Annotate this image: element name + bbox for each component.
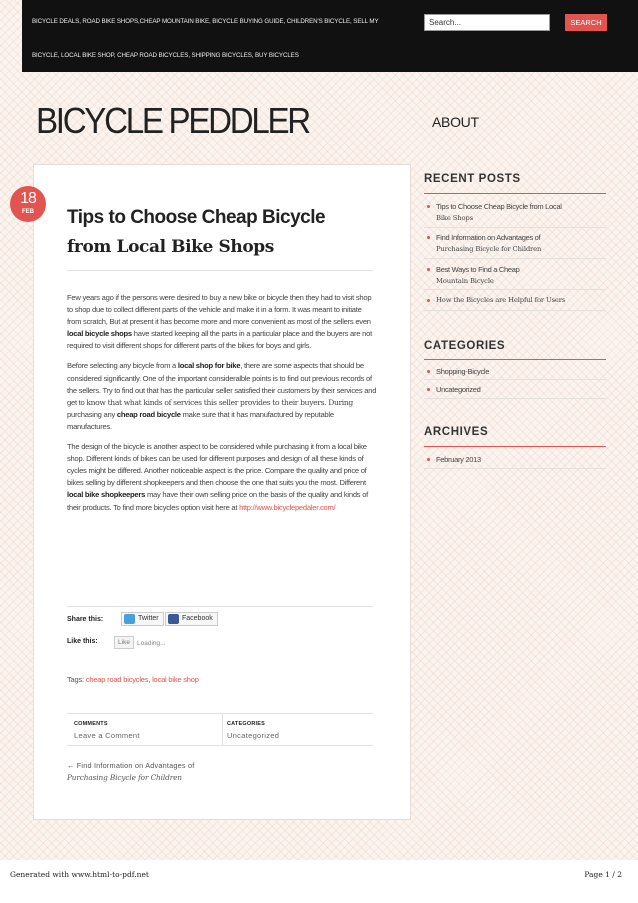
divider (67, 270, 373, 271)
category-link[interactable]: Shopping-Bicycle (430, 366, 606, 377)
comments-heading: COMMENTS (74, 721, 108, 727)
post-title-line-1[interactable]: Tips to Choose Cheap Bicycle (67, 207, 326, 228)
archive-link[interactable]: February 2013 (430, 454, 606, 465)
date-badge (10, 186, 46, 222)
divider (424, 289, 606, 290)
divider (424, 446, 606, 447)
post-title[interactable] (67, 203, 367, 262)
nav-links-line-1[interactable] (32, 18, 379, 25)
share-label: Share this: (67, 616, 104, 623)
divider (424, 379, 606, 380)
nav-link[interactable]: BICYCLE DEALS, ROAD BIKE SHOPS,CHEAP MOUNTAIN BIKE, BICYCLE BUYING GUIDE, CHILDREN'S BICYCLE, SELL MY (32, 18, 379, 25)
post-title-line-2[interactable]: from Local Bike Shops (67, 237, 274, 257)
category-link[interactable]: Uncategorized (227, 731, 280, 740)
divider (424, 398, 606, 399)
recent-post-link[interactable]: How the Bicycles are Helpful for Users (430, 295, 606, 306)
bold-keyword: local bike shopkeepers (67, 490, 146, 500)
footer-page-number: Page 1 / 2 (584, 870, 622, 879)
divider (67, 745, 373, 746)
facebook-share-button[interactable]: Facebook (165, 612, 218, 626)
category-link[interactable]: Uncategorized (430, 384, 606, 395)
twitter-icon (124, 614, 135, 624)
recent-post-link[interactable]: Tips to Choose Cheap Bicycle from Local Bike Shops (430, 201, 606, 224)
leave-comment-link[interactable]: Leave a Comment (74, 731, 140, 740)
divider (424, 193, 606, 194)
about-link[interactable]: ABOUT (432, 114, 479, 130)
facebook-icon (168, 614, 179, 624)
like-label: Like this: (67, 638, 98, 645)
paragraph: Before selecting any bicycle from a local shop for bike, there are some aspects that should be considered significantly. One of the important consideralble points is to find out previous records of the sellers. Try to find out that has the particular seller satisfied their customers by their services and get to know that what kinds of services this seller provides to their buyers. During purchasing any cheap road bicycle make sure that it has manufactured by reputable manufactures. (67, 361, 377, 431)
tag-link[interactable]: cheap road bicycles (85, 675, 149, 684)
date-month: FEB (22, 209, 34, 215)
recent-post-link[interactable]: Best Ways to Find a Cheap Mountain Bicycle (430, 264, 606, 287)
archives-heading: ARCHIVES (424, 426, 489, 438)
divider (424, 468, 606, 469)
categories-heading: CATEGORIES (227, 721, 265, 727)
divider (424, 310, 606, 311)
nav-links-line-2[interactable] (32, 52, 299, 59)
divider (424, 227, 606, 228)
nav-link[interactable]: BICYCLE, LOCAL BIKE SHOP, CHEAP ROAD BICYCLES, SHIPPING BICYCLES, BUY BICYCLES (32, 52, 299, 59)
bold-keyword: cheap road bicycle (116, 409, 181, 419)
bold-keyword: local bicycle shops (67, 329, 132, 339)
post-tags: Tags: cheap road bicycles, local bike shop (67, 675, 199, 684)
external-link[interactable]: http://www.bicyclepedaler.com/ (239, 502, 336, 512)
site-title[interactable]: BICYCLE PEDDLER (36, 100, 309, 141)
recent-posts-heading: RECENT POSTS (424, 173, 521, 185)
divider (424, 258, 606, 259)
categories-heading: CATEGORIES (424, 340, 506, 352)
recent-post-link[interactable]: Find Information on Advantages of Purchasing Bicycle for Children (430, 232, 606, 255)
like-button[interactable]: Like (114, 636, 134, 649)
date-day: 18 (20, 190, 36, 207)
divider (67, 713, 373, 714)
top-nav-bar (22, 0, 638, 72)
paragraph: Few years ago if the persons were desired to buy a new bike or bicycle then they had to visit shop to shop due to collect different parts of the vehicle and make it in a form. It was meant to initiate from scratch, But at present it has become more and more convenient as most of the sellers even local bicycle shops have started keeping all the parts in a particular place and the buyers are not required to visit different shops for different parts of the bikes for boys and girls. (67, 293, 372, 351)
search-button[interactable]: SEARCH (565, 14, 607, 31)
divider (222, 714, 223, 745)
post-body (67, 292, 377, 522)
tag-link[interactable]: local bike shop (152, 675, 199, 684)
footer-generator-text: Generated with www.html-to-pdf.net (10, 870, 149, 879)
bold-keyword: local shop for bike (177, 361, 241, 371)
divider (424, 359, 606, 360)
twitter-share-button[interactable]: Twitter (121, 612, 164, 626)
loading-text: Loading... (137, 640, 166, 647)
search-input[interactable]: Search... (424, 14, 550, 31)
divider (67, 606, 373, 607)
previous-post-link[interactable]: ← Find Information on Advantages of Purchasing Bicycle for Children (67, 761, 195, 782)
paragraph: The design of the bicycle is another aspect to be considered while purchasing it from a local bike shop. Different kinds of bikes can be used for different purposes and design of all these kinds of cycles might be differed. Another noticeable aspect is the price. Compare the quality and price of bikes selling by different shopkeepers and then choose the one that suits you the most. Different local bike shopkeepers may have their own selling price on the basis of the quality and kinds of their products. To find more bicycles option visit here at http://www.bicyclepedaler.com/ (67, 442, 369, 512)
